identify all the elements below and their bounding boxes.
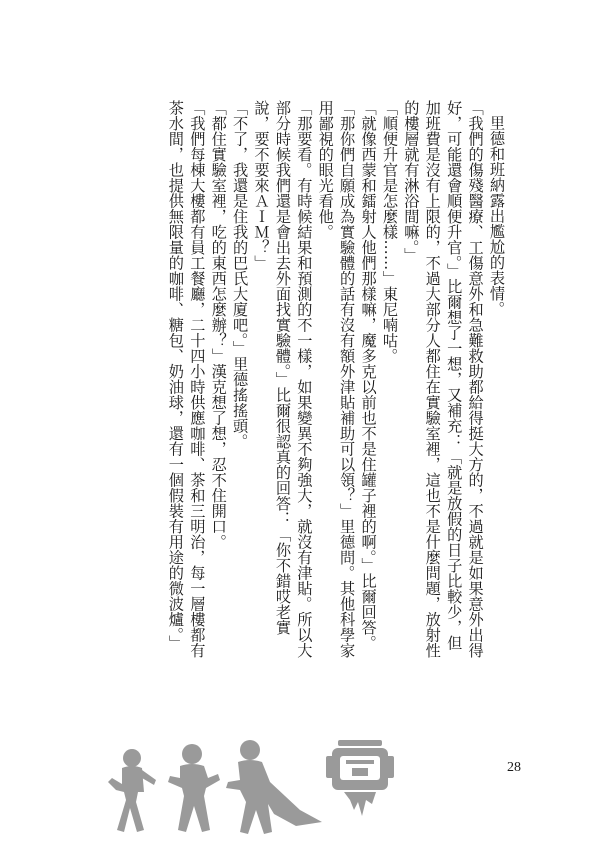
robot-silhouette (326, 740, 394, 816)
paragraph: 「順便升官是怎麼樣……」東尼喃咕。 (380, 100, 399, 364)
paragraph: 「那要看。有時候結果和預測的不一樣，如果變異不夠強大，就沒有津貼。所以大部分時候我們還是會出去外面找實驗體。」比爾很認真的回答：「你不錯哎老實說，要不要來ＡＩＭ？」 (252, 100, 314, 658)
paragraph: 「那你們自願成為實驗體的話有沒有額外津貼補助可以領？」里德問。其他科學家用鄙視的眼光看他。 (316, 100, 357, 658)
paragraph: 「都住實驗室裡，吃的東西怎麼辦？」漢克想了想，忍不住開口。 (209, 100, 228, 550)
fighter-silhouette-1 (108, 749, 156, 832)
paragraph: 里德和班納露出尷尬的表情。 (488, 115, 506, 317)
paragraph: 「不了，我還是住我的巴氏大廈吧。」里德搖搖頭。 (231, 100, 250, 449)
fighter-silhouette-2 (168, 744, 220, 832)
paragraph: 「我們每棟大樓都有員工餐廳，二十四小時供應咖啡、茶和三明治，每一層樓都有茶水間，也提供無限量的咖啡、糖包、奶油球，還有一個假裝有用途的微波爐。」 (166, 100, 207, 658)
paragraph: 「就像西蒙和鐳射人他們那樣嘛，魔多克以前也不是住罐子裡的啊。」比爾回答。 (359, 100, 378, 651)
page-number: 28 (507, 760, 521, 775)
paragraph: 「我們的傷殘醫療、工傷意外和急難救助都給得挺大方的，不過就是如果意外出得好，可能還會順便升官。」比爾想了一想，又補充：「就是放假的日子比較少，但加班費是沒有上限的，不過大部分人都住在實驗室裡，這也不是什麼問題，放射性的樓層就有淋浴間嘛。」 (402, 100, 485, 658)
silhouette-illustration (100, 730, 430, 840)
vertical-text-body (77, 100, 507, 660)
caped-figure-silhouette (226, 740, 322, 834)
